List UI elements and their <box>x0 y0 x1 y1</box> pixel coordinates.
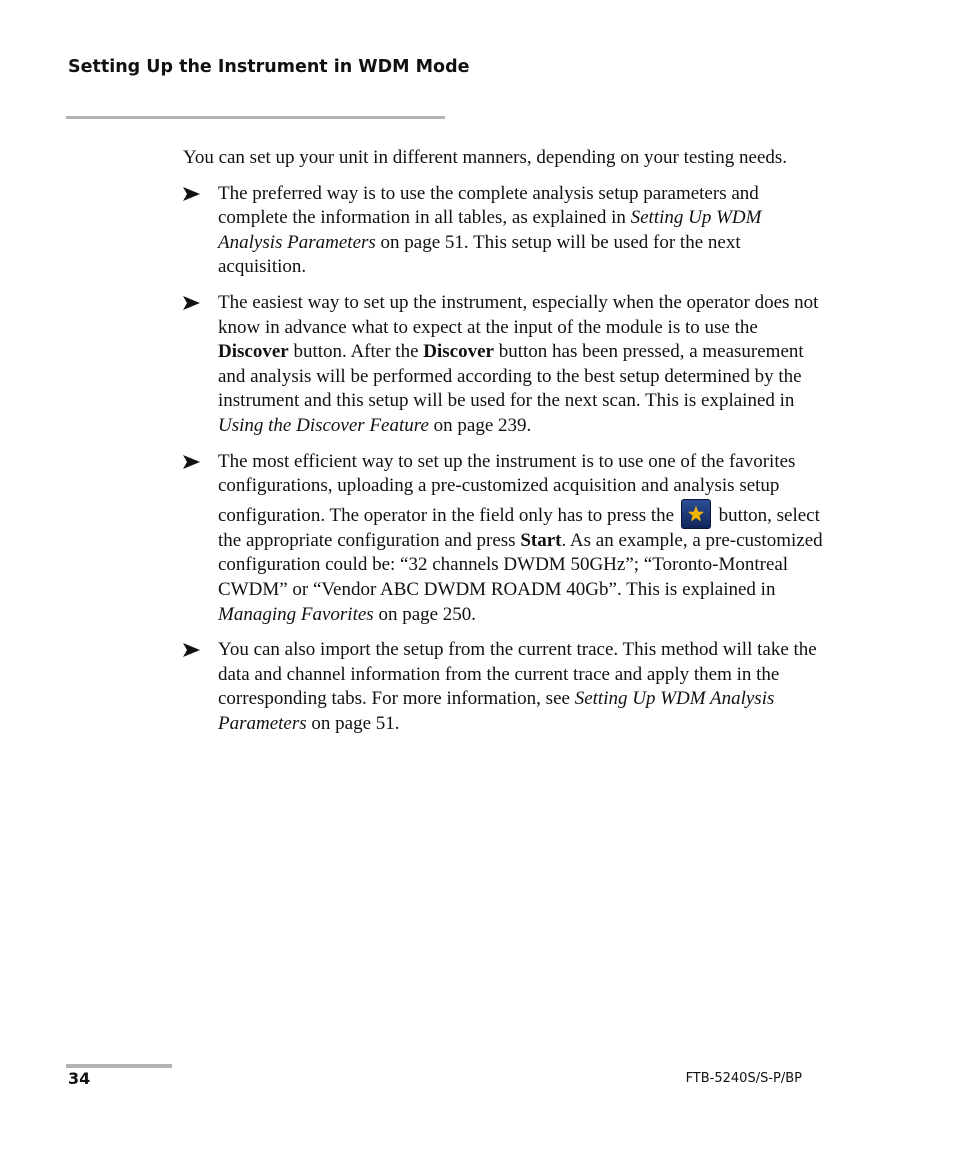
footer-rule <box>66 1064 172 1068</box>
cross-reference-link[interactable]: Setting Up WDM Analysis Parameters <box>218 688 775 734</box>
header-rule <box>66 116 445 119</box>
text: button. After the <box>288 341 424 363</box>
text: on page 239. <box>428 414 532 436</box>
text: button has been pressed, a measurement and analysis will be performed according to the best setup determined by the instrument and this setup will be used for the next scan. This is explained in <box>218 341 804 412</box>
running-head-title: Setting Up the Instrument in WDM Mode <box>68 57 470 77</box>
text: You can also import the setup from the current trace. This method will take the data and channel information from the current trace and apply them in the corresponding tabs. For more information, see <box>218 639 817 710</box>
text: on page 51. <box>306 712 400 734</box>
text: The most efficient way to set up the instrument is to use one of the favorites configurations, uploading a pre-customized acquisition and analysis setup configuration. The operator in the field only has to press the <box>218 450 796 526</box>
bullet-list <box>183 182 823 737</box>
cross-reference-link[interactable]: Setting Up WDM Analysis Parameters <box>218 207 762 253</box>
cross-reference-link[interactable]: Using the Discover Feature <box>218 414 429 436</box>
arrow-bullet-icon <box>183 643 200 657</box>
ui-term-discover: Discover <box>423 341 494 363</box>
text: on page 250. <box>373 603 477 625</box>
favorites-star-icon <box>681 499 711 529</box>
intro-paragraph: You can set up your unit in different manners, depending on your testing needs. <box>183 147 788 168</box>
text: . As an example, a pre-customized configuration could be: “32 channels DWDM 50GHz”; “Toronto-Montreal CWDM” or “Vendor ABC DWDM ROADM 40Gb”. This is explained in <box>218 529 823 600</box>
list-item <box>183 638 823 736</box>
arrow-bullet-icon <box>183 455 200 469</box>
ui-term-start: Start <box>520 529 562 551</box>
page-number: 34 <box>68 1069 91 1088</box>
arrow-bullet-icon <box>183 296 200 310</box>
text: button, select the appropriate configuration and press <box>218 504 820 551</box>
text: The easiest way to set up the instrument, especially when the operator does not know in advance what to expect at the input of the module is to use the <box>218 291 819 338</box>
main-content <box>183 146 823 747</box>
document-code: FTB-5240S/S-P/BP <box>685 1071 802 1086</box>
list-item <box>183 182 823 280</box>
text: on page 51. This setup will be used for the next acquisition. <box>218 231 741 278</box>
list-item <box>183 450 823 628</box>
arrow-bullet-icon <box>183 187 200 201</box>
cross-reference-link[interactable]: Managing Favorites <box>218 603 374 625</box>
list-item <box>183 291 823 439</box>
text: The preferred way is to use the complete analysis setup parameters and complete the information in all tables, as explained in <box>218 182 759 229</box>
ui-term-discover: Discover <box>218 341 289 363</box>
